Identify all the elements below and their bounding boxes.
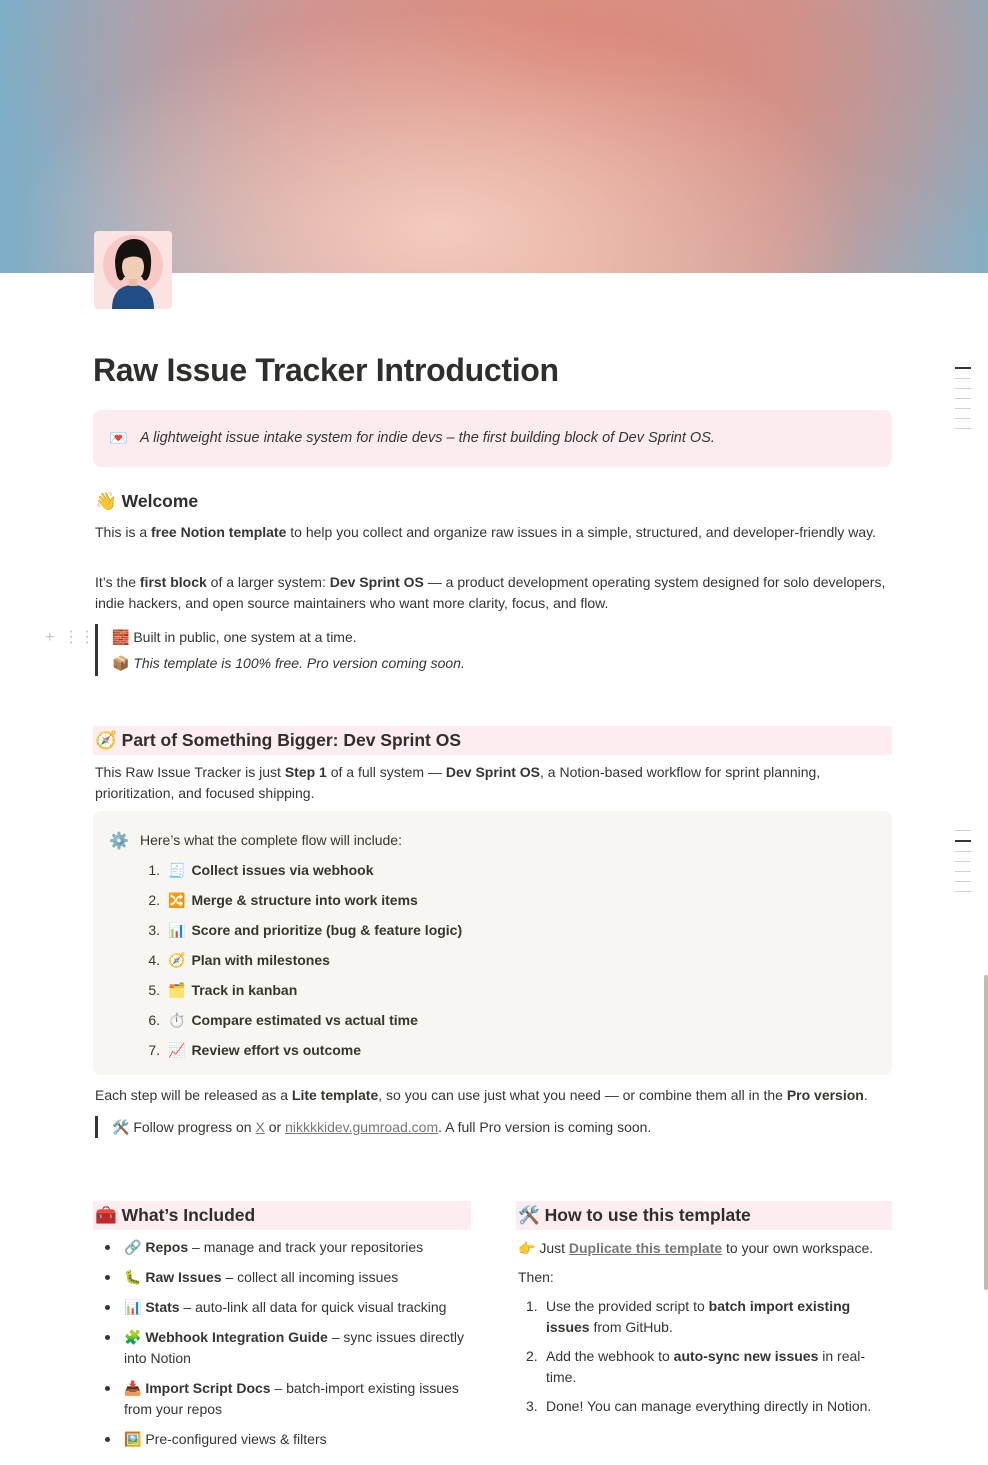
item-icon: 📥 <box>124 1380 142 1396</box>
howto-step: 3. Done! You can manage everything directly in Notion. <box>526 1398 872 1414</box>
page-icon-avatar[interactable] <box>94 231 172 309</box>
step-icon: 📈 <box>168 1041 186 1058</box>
welcome-heading: 👋 Welcome <box>95 491 199 511</box>
flow-step: 5. 🗂️ Track in kanban <box>148 981 298 998</box>
love-letter-icon: 💌 <box>109 430 128 447</box>
flow-title: Here’s what the complete flow will include: <box>140 832 402 848</box>
intro-text: A lightweight issue intake system for indie devs – the first building block of Dev Sprint OS. <box>140 430 715 446</box>
step-icon: 🧭 <box>168 951 186 968</box>
duplicate-template-link[interactable]: Duplicate this template <box>568 1240 723 1256</box>
how-to-use-heading: 🛠️ How to use this template <box>516 1201 892 1230</box>
block-drag-handle[interactable]: + ⋮⋮ <box>45 629 96 646</box>
quote-line-2: 📦 This template is 100% free. Pro version coming soon. <box>112 655 465 671</box>
included-item: 📥 Import Script Docs – batch-import existing issues from your repos <box>94 1378 469 1420</box>
table-of-contents-minimap[interactable] <box>955 367 971 438</box>
included-item: 🐛 Raw Issues – collect all incoming issues <box>94 1267 469 1288</box>
table-of-contents-minimap-2[interactable] <box>955 830 971 901</box>
intro-callout <box>93 410 892 467</box>
howto-steps-list <box>518 1296 890 1425</box>
build-in-public-quote <box>95 624 465 676</box>
howto-step: 2. Add the webhook to auto-sync new issues in real-time. <box>526 1348 866 1385</box>
flow-callout <box>93 811 892 1075</box>
flow-step: 3. 📊 Score and prioritize (bug & feature logic) <box>148 921 463 938</box>
flow-step: 6. ⏱️ Compare estimated vs actual time <box>148 1011 418 1028</box>
welcome-paragraph-1: This is a free Notion template to help you collect and organize raw issues in a simple, structured, and developer-friendly way. <box>95 524 876 540</box>
included-item: 🧩 Webhook Integration Guide – sync issues directly into Notion <box>94 1327 469 1369</box>
flow-steps-list <box>138 855 462 1065</box>
avatar-illustration <box>94 231 172 309</box>
included-item: 🔗 Repos – manage and track your repositories <box>94 1237 469 1258</box>
included-list <box>94 1237 469 1459</box>
gumroad-link[interactable]: nikkkkidev.gumroad.com <box>285 1119 439 1135</box>
follow-progress-quote: 🛠️ Follow progress on X or nikkkkidev.gumroad.com. A full Pro version is coming soon. <box>95 1116 651 1138</box>
welcome-paragraph-2: It’s the first block of a larger system: Dev Sprint OS — a product development operating system designed for solo developers, indie hackers, and open source maintainers who want more clarity, focus, and flow. <box>95 574 886 611</box>
flow-step: 1. 🧾 Collect issues via webhook <box>148 861 374 878</box>
step-icon: 🧾 <box>168 861 186 878</box>
flow-step: 2. 🔀 Merge & structure into work items <box>148 891 418 908</box>
included-item: 📊 Stats – auto-link all data for quick visual tracking <box>94 1297 469 1318</box>
item-icon: 🖼️ <box>124 1431 142 1447</box>
then-label: Then: <box>518 1269 554 1285</box>
bigger-paragraph: This Raw Issue Tracker is just Step 1 of a full system — Dev Sprint OS, a Notion-based workflow for sprint planning, prioritization, and focused shipping. <box>95 764 821 801</box>
included-item: 🖼️ Pre-configured views & filters <box>94 1429 469 1450</box>
item-icon: 🐛 <box>124 1269 142 1285</box>
flow-step: 4. 🧭 Plan with milestones <box>148 951 330 968</box>
scrollbar-thumb[interactable] <box>984 975 988 1290</box>
page-title[interactable]: Raw Issue Tracker Introduction <box>93 352 559 388</box>
item-icon: 🧩 <box>124 1329 142 1345</box>
step-icon: ⏱️ <box>168 1011 186 1028</box>
step-icon: 🔀 <box>168 891 186 908</box>
step-icon: 📊 <box>168 921 186 938</box>
step-icon: 🗂️ <box>168 981 186 998</box>
bigger-heading: 🧭 Part of Something Bigger: Dev Sprint OS <box>93 726 892 755</box>
flow-step: 7. 📈 Review effort vs outcome <box>148 1041 362 1058</box>
item-icon: 📊 <box>124 1299 142 1315</box>
item-icon: 🔗 <box>124 1239 142 1255</box>
package-icon: 📦 <box>112 655 130 671</box>
release-paragraph: Each step will be released as a Lite template, so you can use just what you need — or combine them all in the Pro version. <box>95 1087 868 1103</box>
x-link[interactable]: X <box>255 1119 265 1135</box>
quote-line-1: 🧱 Built in public, one system at a time. <box>112 629 357 645</box>
whats-included-heading: 🧰 What’s Included <box>93 1201 471 1230</box>
duplicate-line: 👉 Just Duplicate this template to your own workspace. <box>518 1240 874 1256</box>
gear-icon: ⚙️ <box>109 833 129 850</box>
howto-step: 1. Use the provided script to batch import existing issues from GitHub. <box>526 1298 851 1335</box>
